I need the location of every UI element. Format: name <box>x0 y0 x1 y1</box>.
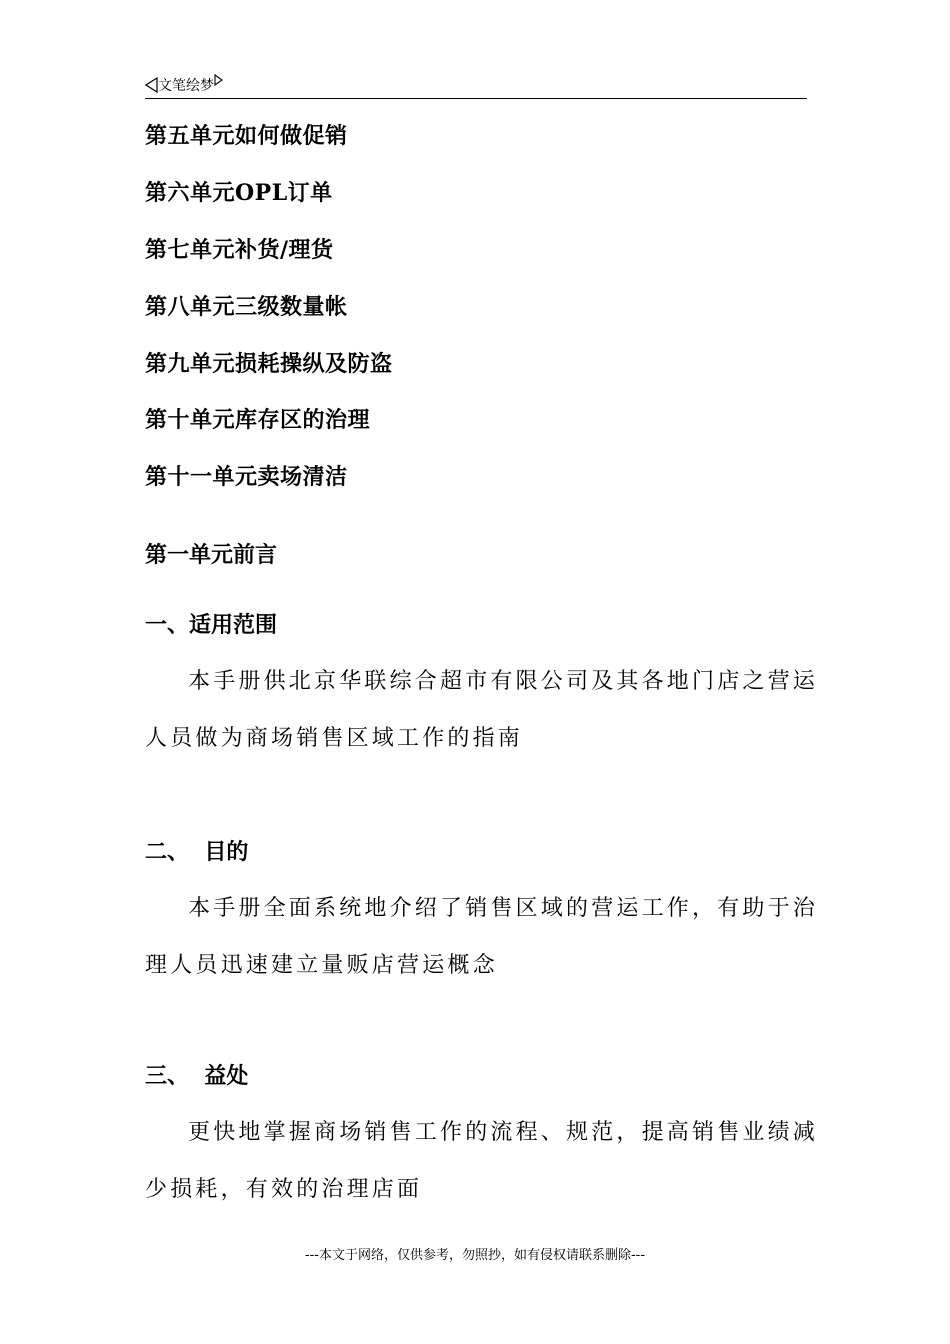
section-purpose-line-2: 理人员迅速建立量贩店营运概念 <box>145 953 498 978</box>
toc-item-unit-7: 第七单元补货/理货 <box>145 237 334 263</box>
header-title-group <box>145 74 223 95</box>
section-scope-line-2: 人员做为商场销售区域工作的指南 <box>145 726 524 751</box>
section-purpose-line-1: 本手册全面系统地介绍了销售区域的营运工作，有助于治 <box>188 896 819 921</box>
right-triangle-icon <box>214 74 223 86</box>
section-heading-scope: 一、适用范围 <box>145 612 278 638</box>
section-heading-benefits: 三、 益处 <box>145 1063 249 1089</box>
page-footer-notice: ---本文于网络，仅供参考，勿照抄，如有侵权请联系删除--- <box>304 1248 646 1263</box>
page-header <box>145 72 807 99</box>
chapter-title: 第一单元前言 <box>145 542 278 568</box>
header-title: 文笔绘梦 <box>158 78 214 94</box>
section-benefits-line-2: 少损耗，有效的治理店面 <box>145 1177 423 1202</box>
section-heading-purpose: 二、 目的 <box>145 839 249 865</box>
toc-item-unit-10: 第十单元库存区的治理 <box>145 407 371 433</box>
section-benefits-line-1: 更快地掌握商场销售工作的流程、规范，提高销售业绩减 <box>188 1120 819 1145</box>
toc-item-unit-11: 第十一单元卖场清洁 <box>145 464 348 490</box>
toc-item-unit-8: 第八单元三级数量帐 <box>145 294 348 320</box>
toc-item-unit-6: 第六单元OPL订单 <box>145 180 333 206</box>
toc-item-unit-5: 第五单元如何做促销 <box>145 123 348 149</box>
toc-item-unit-9: 第九单元损耗操纵及防盗 <box>145 351 393 377</box>
left-triangle-icon <box>145 77 158 93</box>
section-scope-line-1: 本手册供北京华联综合超市有限公司及其各地门店之营运 <box>188 669 819 694</box>
